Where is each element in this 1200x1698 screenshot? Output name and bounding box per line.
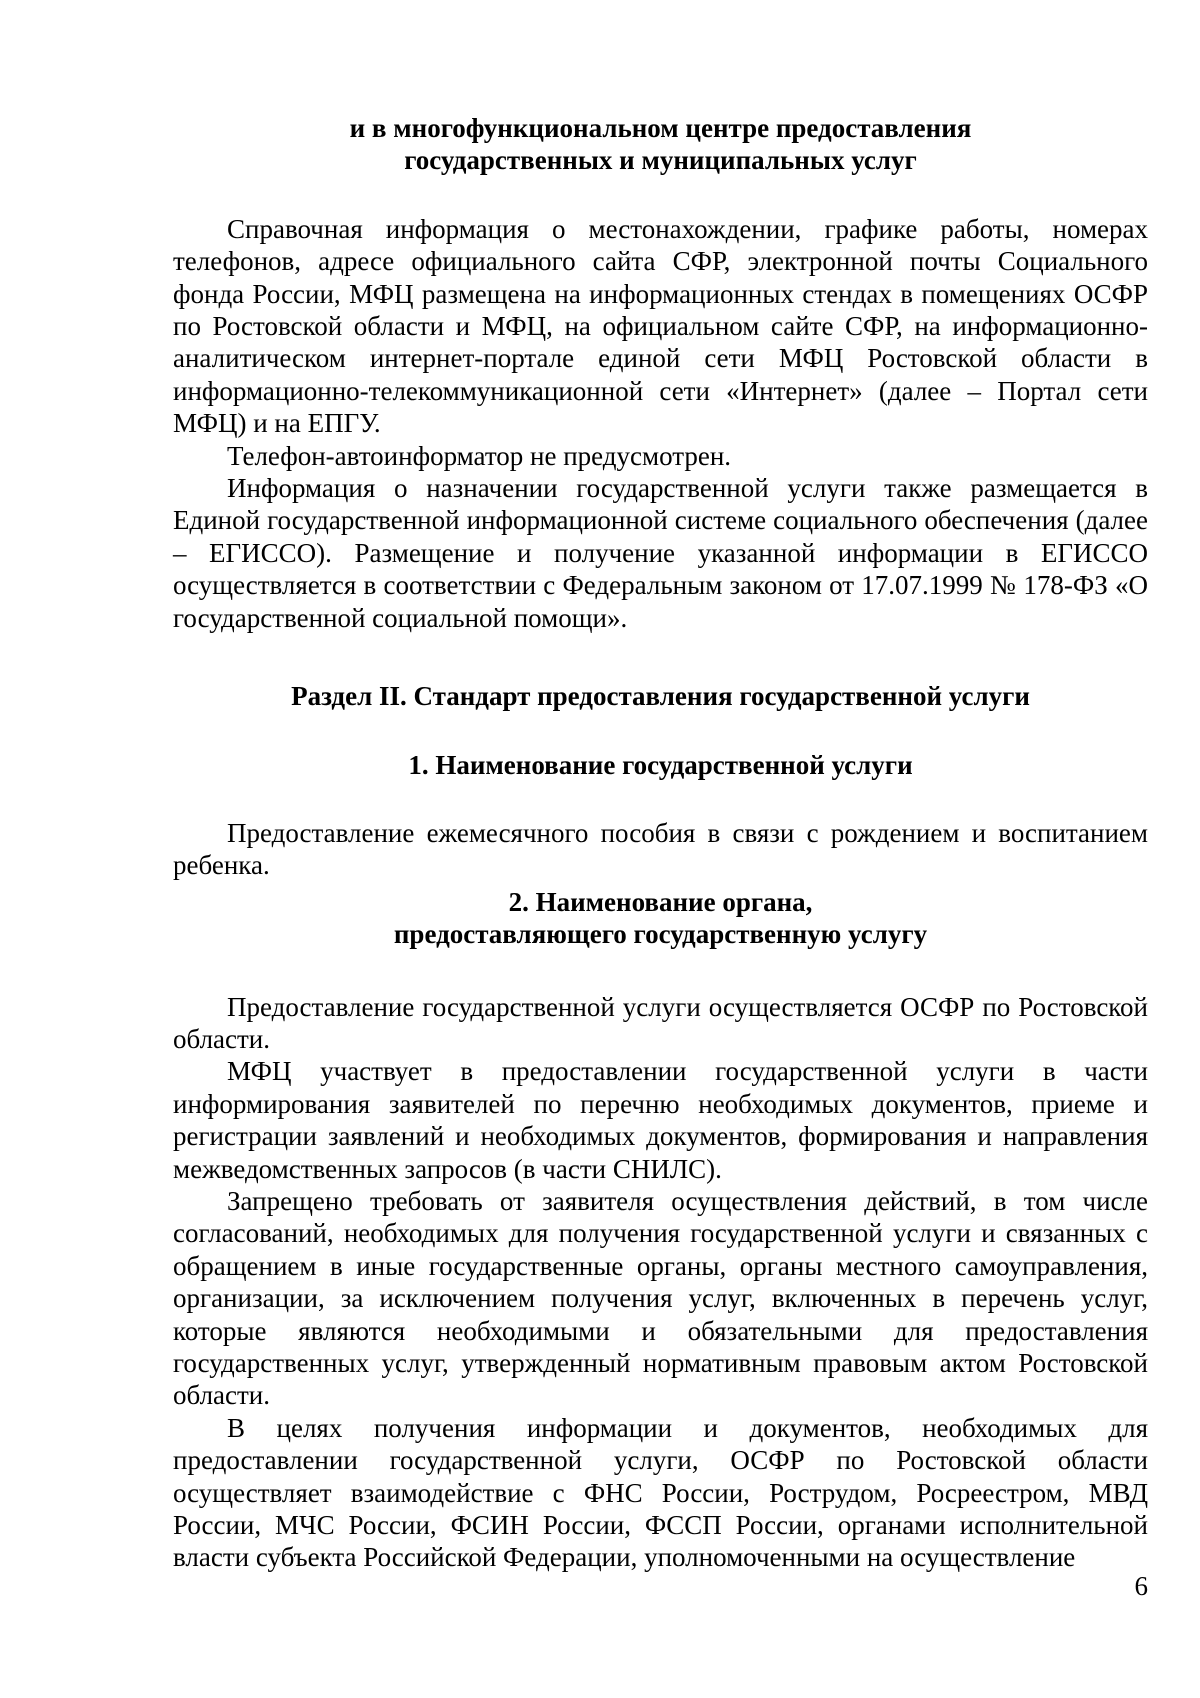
document-page (173, 112, 1148, 1574)
paragraph-egisso: Информация о назначении государственной услуги также размещается в Единой государственной информационной системе социального обеспечения (далее – ЕГИССО). Размещение и получение указанной информации в ЕГИССО осуществляется в соответствии с Федеральным законом от 17.07.1999 № 178-ФЗ «О государственной социальной помощи». (173, 473, 1148, 633)
paragraph-interaction: В целях получения информации и документов, необходимых для предоставлении государственной услуги, ОСФР по Ростовской области осуществляет взаимодействие с ФНС России, Рострудом, Росреестром, МВД России, МЧС России, ФСИН России, ФССП России, органами исполнительной власти субъекта Российской Федерации, уполномоченными на осуществление (173, 1412, 1148, 1573)
heading-top-line2: государственных и муниципальных услуг (404, 145, 917, 176)
paragraph-reference-info: Справочная информация о местонахождении, графике работы, номерах телефонов, адресе официального сайта СФР, электронной почты Социального фонда России, МФЦ размещена на информационных стендах в помещениях ОСФР по Ростовской области и МФЦ, на официальном сайте СФР, на информационно-аналитическом интернет-портале единой сети МФЦ Ростовской области в информационно-телекоммуникационной сети «Интернет» (далее – Портал сети МФЦ) и на ЕПГУ. (173, 213, 1148, 439)
paragraph-osfr: Предоставление государственной услуги осуществляется ОСФР по Ростовской области. (173, 991, 1148, 1054)
subsection2-title-line2: предоставляющего государственную услугу (393, 919, 928, 950)
subsection1-title: 1. Наименование государственной услуги (408, 749, 913, 780)
section-title: Раздел II. Стандарт предоставления государственной услуги (291, 681, 1030, 712)
subsection2-title (173, 886, 1148, 951)
paragraph-mfc: МФЦ участвует в предоставлении государственной услуги в части информирования заявителей по перечню необходимых документов, приеме и регистрации заявлений и необходимых документов, формирования и направления межведомственных запросов (в части СНИЛС). (173, 1056, 1148, 1184)
heading-top-line1: и в многофункциональном центре предоставления (349, 113, 972, 143)
subsection1-text: Предоставление ежемесячного пособия в связи с рождением и воспитанием ребенка. (173, 817, 1148, 881)
paragraph-autoinformer: Телефон-автоинформатор не предусмотрен. (227, 440, 732, 471)
paragraph-prohibited: Запрещено требовать от заявителя осуществления действий, в том числе согласований, необходимых для получения государственной услуги и связанных с обращением в иные государственные органы, органы местного самоуправления, организации, за исключением получения услуг, включенных в перечень услуг, которые являются необходимыми и обязательными для предоставления государственных услуг, утвержденный нормативным правовым актом Ростовской области. (173, 1185, 1148, 1411)
heading-top (173, 112, 1148, 177)
subsection2-title-line1: 2. Наименование органа, (508, 886, 813, 917)
page-number: 6 (1134, 1571, 1148, 1601)
